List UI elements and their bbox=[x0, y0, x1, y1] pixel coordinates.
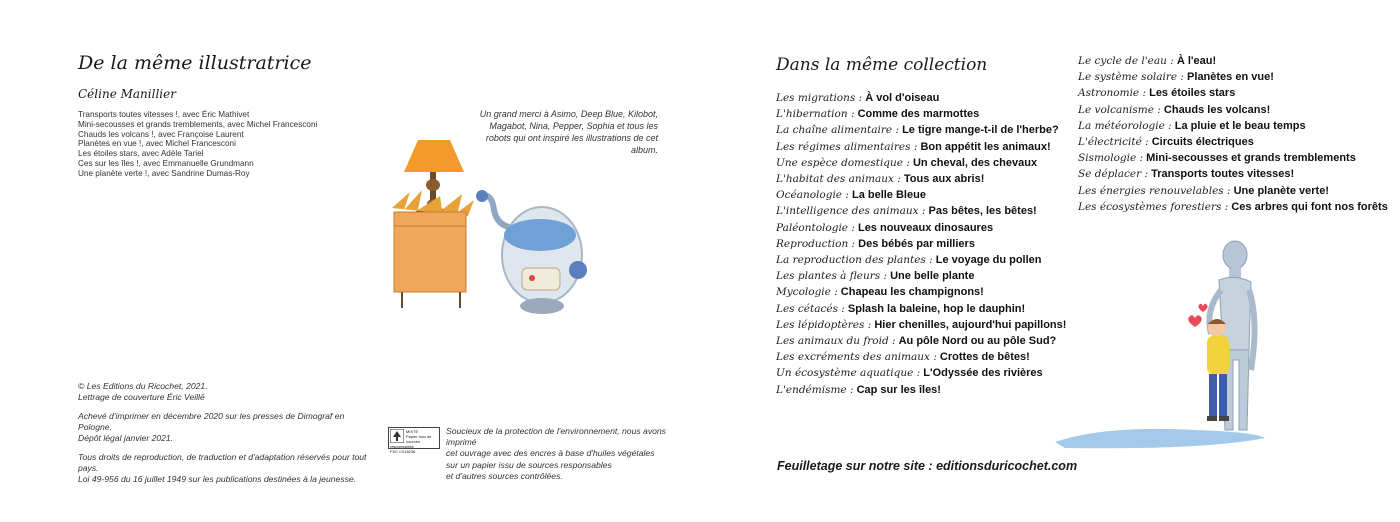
robot-lamp-illustration bbox=[382, 100, 602, 330]
heart-icon bbox=[1199, 304, 1208, 312]
book-item: Planètes en vue !, avec Michel Francesconi bbox=[78, 139, 236, 149]
book-item: Ces sur les îles !, avec Emmanuelle Grundmann bbox=[78, 158, 254, 168]
thanks-note: Un grand merci à Asimo, Deep Blue, Kilobot, Magabot, Nina, Pepper, Sophia et tous les robots qui ont inspiré les illustrations de cet album. bbox=[479, 109, 658, 155]
collection-item: Le volcanisme : Chauds les volcans! bbox=[1078, 103, 1271, 116]
robot-joint bbox=[569, 261, 587, 279]
copyright-line: © Les Editions du Ricochet, 2021. bbox=[78, 381, 208, 391]
collection-item: Un écosystème aquatique : L'Odyssée des rivières bbox=[776, 367, 1043, 380]
collection-item: Les plantes à fleurs : Une belle plante bbox=[776, 270, 975, 283]
collection-item: Se déplacer : Transports toutes vitesses! bbox=[1078, 168, 1295, 181]
illustrator-book-list bbox=[78, 110, 317, 179]
fsc-label: MIXTE bbox=[406, 429, 419, 434]
legal-deposit: Dépôt légal janvier 2021. bbox=[78, 433, 174, 443]
environment-line: cet ouvrage avec des encres à base d'huiles végétales bbox=[446, 448, 655, 459]
book-item: Une planète verte !, avec Sandrine Dumas-Roy bbox=[78, 168, 250, 178]
collection-list-col2 bbox=[1078, 53, 1388, 215]
collection-title: Dans la même collection bbox=[776, 55, 988, 75]
child-jeans bbox=[1209, 374, 1217, 416]
robot-hug-illustration bbox=[1045, 230, 1275, 455]
colophon bbox=[78, 381, 378, 493]
environment-line: sur un papier issu de sources responsables bbox=[446, 459, 612, 470]
fsc-text: Papier issu de sources responsables bbox=[390, 434, 432, 449]
law-line: Loi 49-956 du 16 juillet 1949 sur les publications destinées à la jeunesse. bbox=[78, 474, 357, 484]
collection-item: L'électricité : Circuits électriques bbox=[1078, 136, 1254, 149]
environment-line: Soucieux de la protection de l'environnement, nous avons imprimé bbox=[446, 426, 666, 448]
collection-list-col1 bbox=[776, 90, 1066, 398]
left-page-title: De la même illustratrice bbox=[78, 52, 312, 74]
book-item: Mini-secousses et grands tremblements, avec Michel Francesconi bbox=[78, 119, 318, 129]
collection-item: Les énergies renouvelables : Une planète verte! bbox=[1078, 184, 1329, 197]
collection-item: Les excréments des animaux : Crottes de bêtes! bbox=[776, 351, 1030, 364]
fsc-code: FSC C018236 bbox=[390, 449, 416, 454]
collection-item: Les animaux du froid : Au pôle Nord ou au pôle Sud? bbox=[776, 335, 1057, 348]
collection-item: Reproduction : Des bébés par milliers bbox=[776, 237, 975, 250]
collection-item: Le système solaire : Planètes en vue! bbox=[1078, 71, 1274, 84]
lamp-shade bbox=[404, 140, 464, 172]
collection-item: Une espèce domestique : Un cheval, des chevaux bbox=[776, 156, 1038, 169]
book-item: Transports toutes vitesses !, avec Éric Mathivet bbox=[78, 110, 250, 119]
collection-item: Paléontologie : Les nouveaux dinosaures bbox=[776, 221, 994, 234]
collection-item: Astronomie : Les étoiles stars bbox=[1078, 87, 1236, 100]
book-item: Les étoiles stars, avec Adèle Tariel bbox=[78, 149, 204, 159]
fsc-tree-icon bbox=[390, 429, 404, 443]
collection-item: L'hibernation : Comme des marmottes bbox=[776, 108, 980, 121]
collection-item: Les cétacés : Splash la baleine, hop le dauphin! bbox=[776, 302, 1026, 315]
collection-item: Le cycle de l'eau : À l'eau! bbox=[1078, 55, 1217, 67]
cabinet bbox=[394, 212, 466, 292]
collection-item: La chaîne alimentaire : Le tigre mange-t-il de l'herbe? bbox=[776, 124, 1059, 137]
collection-item: La météorologie : La pluie et le beau temps bbox=[1078, 119, 1306, 132]
book-item: Chauds les volcans !, avec Françoise Laurent bbox=[78, 129, 244, 139]
collection-item: Les régimes alimentaires : Bon appétit les animaux! bbox=[776, 140, 1051, 153]
collection-item: Océanologie : La belle Bleue bbox=[776, 189, 926, 202]
collection-item: Les lépidoptères : Hier chenilles, aujourd'hui papillons! bbox=[776, 318, 1067, 331]
robot-wheel bbox=[520, 298, 564, 314]
collection-item: L'habitat des animaux : Tous aux abris! bbox=[776, 173, 985, 186]
illustrator-name: Céline Manillier bbox=[78, 87, 176, 101]
water-shadow bbox=[1055, 429, 1265, 448]
collection-item: L'endémisme : Cap sur les îles! bbox=[776, 383, 941, 396]
collection-item: La reproduction des plantes : Le voyage du pollen bbox=[776, 254, 1042, 267]
environment-note bbox=[446, 426, 686, 482]
rights-line: Tous droits de reproduction, de traduction et d'adaptation réservés pour tout pays. bbox=[78, 452, 367, 473]
website-line: Feuilletage sur notre site : editionsduricochet.com bbox=[777, 459, 1078, 473]
heart-icon bbox=[1188, 315, 1202, 327]
collection-item: Les écosystèmes forestiers : Ces arbres qui font nos forêts bbox=[1078, 200, 1388, 213]
lettering-credit: Lettrage de couverture Éric Veillé bbox=[78, 392, 205, 402]
printing-line: Achevé d'imprimer en décembre 2020 sur les presses de Dimograf en Pologne. bbox=[78, 411, 345, 432]
collection-item: L'intelligence des animaux : Pas bêtes, les bêtes! bbox=[776, 205, 1037, 218]
collection-item: Mycologie : Chapeau les champignons! bbox=[776, 286, 984, 299]
fsc-logo bbox=[388, 427, 440, 454]
collection-item: Sismologie : Mini-secousses et grands tremblements bbox=[1078, 152, 1356, 165]
collection-item: Les migrations : À vol d'oiseau bbox=[776, 92, 940, 104]
environment-line: et d'autres sources contrôlées. bbox=[446, 470, 563, 481]
child-shirt bbox=[1207, 336, 1229, 374]
robot-head bbox=[1223, 241, 1247, 269]
robot-visor bbox=[504, 219, 576, 251]
